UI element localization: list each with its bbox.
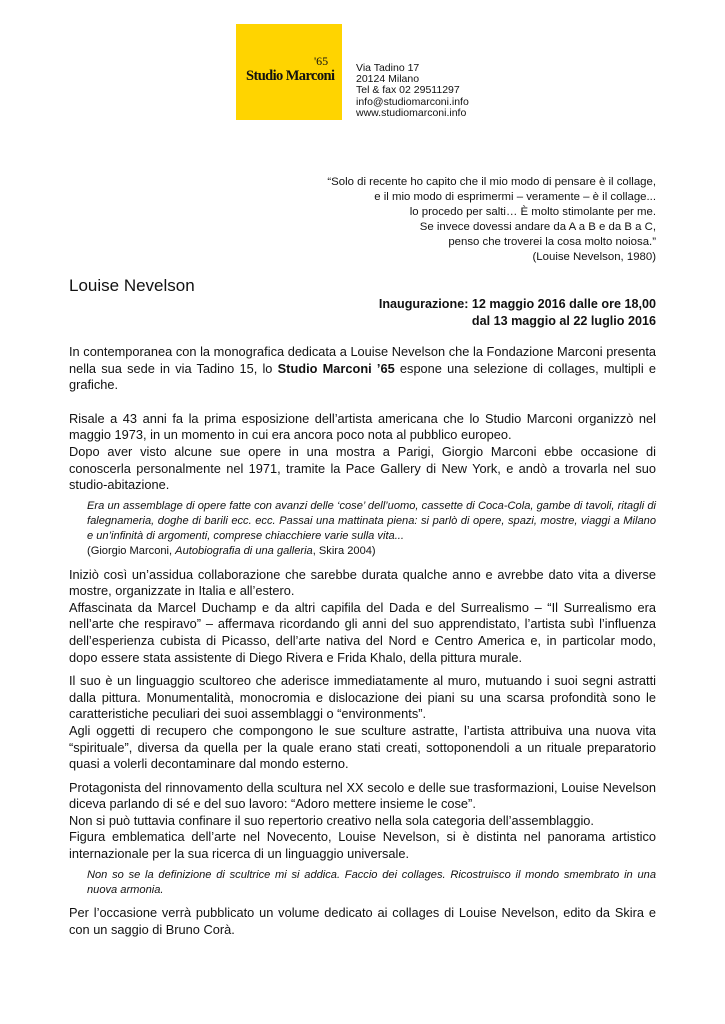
- citation-text: Era un assemblage di opere fatte con avanzi delle ‘cose’ dell’uomo, cassette di Coca-Cola, gambe di tavoli, ritagli di falegnameria, doghe di barili ecc. ecc. Passai una mattinata piena: si parlò di opere, spazi, mostre, viaggi a Milano e un’infinità di argomenti, comprese chiacchiere varie sulla vita...: [87, 499, 656, 543]
- opening-date: Inaugurazione: 12 maggio 2016 dalle ore 18,00: [378, 297, 656, 311]
- quote-line: penso che troverei la cosa molto noiosa.”: [448, 236, 656, 248]
- paragraph: [69, 344, 656, 394]
- paragraph-text: espone una selezione di collages, multipli e grafiche.: [69, 360, 656, 393]
- quote-line: “Solo di recente ho capito che il mio modo di pensare è il collage,: [327, 176, 656, 188]
- epigraph-quote: [327, 175, 656, 265]
- citation-marconi: [87, 499, 656, 560]
- logo-name: Studio Marconi: [246, 68, 335, 84]
- address-city: 20124 Milano: [356, 73, 420, 86]
- paragraph: Affascinata da Marcel Duchamp e da altri capifila del Dada e del Surrealismo – “Il Surrealismo era nell’arte che respiravo” – affermava ricordando gli anni del suo apprendistato, l’artista subì l’influenza dell’esperienza cubista di Picasso, dell’arte nativa del Nord e Centro America e, in particolar modo, dopo essere stata assistente di Diego Rivera e Frida Khalo, della pittura murale.: [69, 599, 656, 665]
- exhibition-period: dal 13 maggio al 22 luglio 2016: [471, 313, 656, 328]
- gallery-name-bold: Studio Marconi ’65: [277, 360, 395, 376]
- paragraph: Iniziò così un’assidua collaborazione che sarebbe durata qualche anno e avrebbe dato vita a diverse mostre, organizzate in Italia e all’estero.: [69, 566, 656, 599]
- citation-book-title: Autobiografia di una galleria: [175, 545, 313, 558]
- quote-line: e il mio modo di esprimermi – veramente – è il collage...: [374, 191, 656, 203]
- paragraph: Non si può tuttavia confinare il suo repertorio creativo nella sola categoria dell’assemblaggio.: [69, 812, 594, 828]
- paragraph: Il suo è un linguaggio scultoreo che aderisce immediatamente al muro, mutuando i suoi segni astratti dalla pittura. Monumentalità, monocromia e dislocazione dei piani su una scarsa profondità sono le caratteristiche peculiari dei suoi assemblaggi o “environments”.: [69, 673, 656, 722]
- quote-line: lo procedo per salti… È molto stimolante per me.: [409, 206, 656, 218]
- citation-source: [87, 544, 656, 559]
- press-release-body: [69, 344, 656, 938]
- quote-line: Se invece dovessi andare da A a B e da B a C,: [419, 221, 656, 233]
- quote-attribution: (Louise Nevelson, 1980): [532, 251, 656, 263]
- citation-source-text: (Giorgio Marconi,: [87, 545, 176, 558]
- exhibition-dates: [379, 296, 656, 329]
- studio-marconi-logo: [236, 24, 342, 120]
- citation-nevelson: [87, 868, 656, 898]
- address-street: Via Tadino 17: [356, 62, 420, 74]
- paragraph: Figura emblematica dell’arte nel Novecento, Louise Nevelson, si è distinta nel panorama artistico internazionale per la sua ricerca di un linguaggio universale.: [69, 829, 656, 862]
- paragraph: Agli oggetti di recupero che compongono le sue sculture astratte, l’artista attribuiva una nuova vita “spirituale”, diversa da quella per la quale erano stati creati, sottoponendoli a un rituale preparatorio quasi a volerli decontaminare dal mondo esterno.: [69, 722, 656, 772]
- paragraph-text: In contemporanea con la monografica dedicata a Louise Nevelson che la Fondazione Marconi presenta nella sua sede in via Tadino 15, lo: [69, 344, 656, 376]
- page-title: Louise Nevelson: [69, 276, 195, 295]
- citation-source-text: , Skira 2004): [312, 545, 376, 558]
- address-phone: Tel & fax 02 29511297: [356, 84, 460, 97]
- paragraph: Dopo aver visto alcune sue opere in una mostra a Parigi, Giorgio Marconi ebbe occasione di conoscerla personalmente nel 1971, tramite la Pace Gallery di New York, e andò a trovarla nel suo studio-abitazione.: [69, 443, 656, 493]
- address-email[interactable]: info@studiomarconi.info: [356, 95, 469, 108]
- address-block: [356, 63, 469, 119]
- paragraph: Protagonista del rinnovamento della scultura nel XX secolo e delle sue trasformazioni, Louise Nevelson diceva parlando di sé e del suo lavoro: “Adoro mettere insieme le cose”.: [69, 779, 656, 812]
- citation-text: Non so se la definizione di scultrice mi si addica. Faccio dei collages. Ricostruisco il mondo smembrato in una nuova armonia.: [87, 868, 656, 896]
- logo-year: '65: [314, 54, 329, 68]
- paragraph: Risale a 43 anni fa la prima esposizione dell’artista americana che lo Studio Marconi organizzò nel maggio 1973, in un momento in cui era ancora poco nota al pubblico europeo.: [69, 410, 656, 443]
- paragraph: Per l’occasione verrà pubblicato un volume dedicato ai collages di Louise Nevelson, edito da Skira e con un saggio di Bruno Corà.: [69, 905, 656, 937]
- address-website[interactable]: www.studiomarconi.info: [356, 106, 467, 119]
